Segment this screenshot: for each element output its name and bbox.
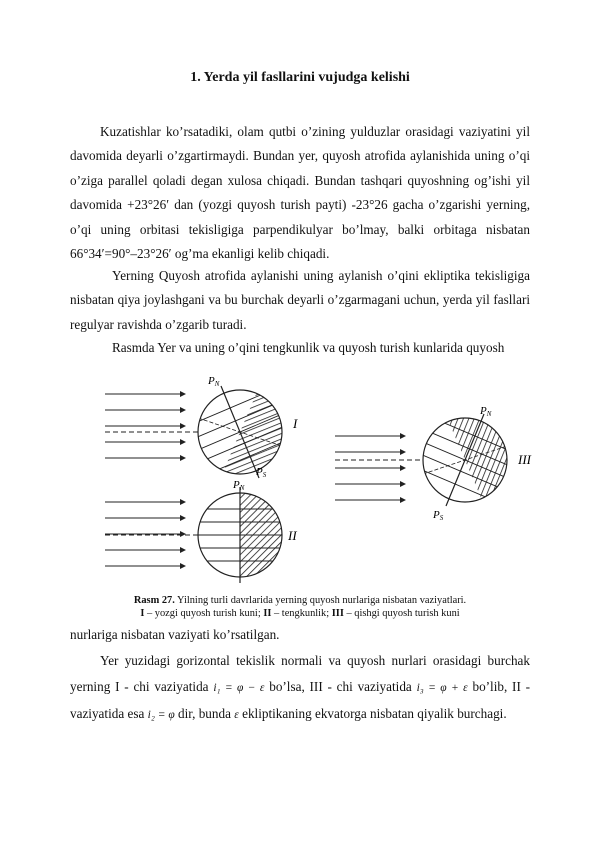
position-1-label: I — [293, 416, 298, 431]
paragraph-2: Yerning Quyosh atrofida aylanishi uning aylanish o’qini ekliptika tekisligiga nisbatan qiya joylashgani va bu burchak deyarli o’zgarmagani uchun, yerda yil fasllari regulyar ravishda o’zgarib turadi. — [70, 268, 530, 332]
rays-position-3 — [335, 436, 405, 500]
paragraph-5: Yer yuzidagi gorizontal tekislik normali va quyosh nurlari orasidagi burchak yerning I - chi vaziyatida i₁ = φ − ε bo’lsa, III - chi vaziyatida i₃ = φ + ε bo’lib, II - vaziyatida esa i₂ = φ dir, bunda ε ekliptikaning ekvatorga nisbatan qiyalik burchagi. — [70, 653, 531, 722]
pn-label-1: PN — [208, 375, 220, 388]
globe-position-2 — [198, 487, 282, 583]
formula-i2: i₂ = φ — [147, 709, 175, 722]
formula-i3: i₃ = φ + ε — [416, 681, 468, 694]
rays-position-2 — [105, 502, 185, 566]
position-2-label: II — [288, 528, 297, 543]
globe-position-1 — [174, 372, 305, 498]
ps-label-3: PS — [433, 509, 444, 522]
pn-label-3: PN — [480, 405, 492, 418]
rays-position-1 — [105, 394, 185, 458]
paragraph-4: nurlariga nisbatan vaziyati ko’rsatilgan. — [70, 627, 280, 642]
pn-label-2: PN — [233, 479, 245, 492]
paragraph-3: Rasmda Yer va uning o’qini tengkunlik va quyosh turish kunlarida quyosh — [112, 340, 505, 355]
formula-i1: i₁ = φ − ε — [213, 681, 265, 694]
position-3-label: III — [518, 452, 531, 467]
earth-positions-figure — [90, 372, 550, 592]
formula-epsilon: ε — [234, 709, 239, 722]
figure-caption: Rasm 27. Yilning turli davrlarida yerning quyosh nurlariga nisbatan vaziyatlari. I – yozgi quyosh turish kuni; II – tengkunlik; III – qishgi quyosh turish kuni — [133, 595, 467, 619]
paragraph-1: Kuzatishlar ko’rsatadiki, olam qutbi o’zining yulduzlar orasidagi vaziyatini yil davomida deyarli o’zgartirmaydi. Bundan yer, quyosh atrofida aylanishida uning o’qi o’ziga parallel qoladi degan xulosa chiqadi. Bundan tashqari quyoshning og’ishi yil davomida +23°26′ dan (yozgi quyosh turish payti) -23°26 gacha o’zgarishi yerning, o’qi uning orbitasi tekisligiga parpendikulyar bo’lmay, balki orbitaga nisbatan 66°34′=90°–23°26′ og’ma ekanligi kelib chiqadi. — [70, 124, 530, 262]
ps-label-1: PS — [256, 466, 267, 479]
page-title: 1. Yerda yil fasllarini vujudga kelishi — [190, 70, 410, 85]
